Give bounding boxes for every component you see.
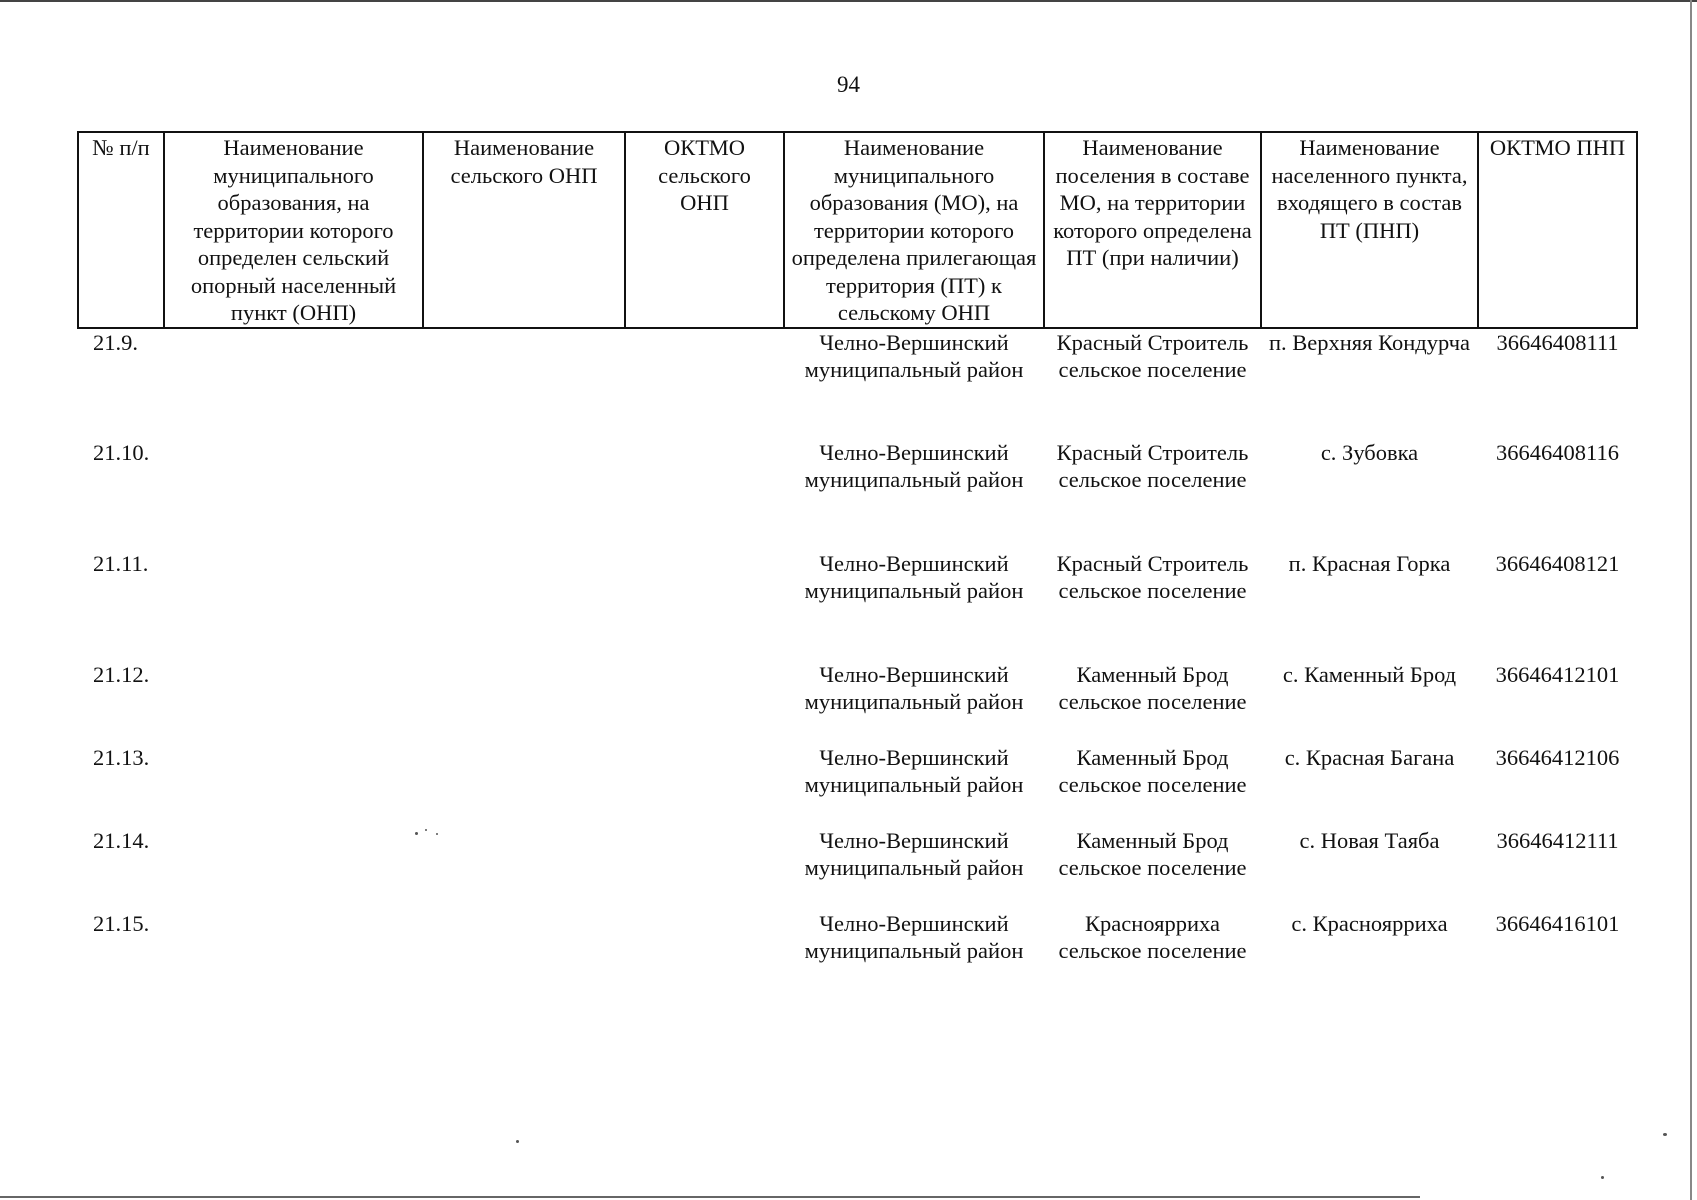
header-row — [78, 132, 1637, 328]
header-cell-oktmo-onp: ОКТМО сельского ОНП — [625, 132, 784, 328]
cell-number: 21.14. — [93, 827, 150, 853]
cell-settlement: Красноярриха сельское поселение — [1058, 910, 1247, 963]
cell-number: 21.13. — [93, 744, 150, 770]
cell-mo: Челно-Вершинский муниципальный район — [804, 910, 1024, 963]
cell-oktmo-onp — [625, 744, 784, 827]
table-row — [78, 661, 1637, 744]
cell-oktmo-onp — [625, 550, 784, 661]
page-number: 94 — [837, 72, 860, 97]
cell-oktmo-pnp: 36646412111 — [1496, 827, 1619, 853]
cell-rural-onp — [423, 550, 625, 661]
cell-municipality — [164, 827, 423, 910]
cell-mo: Челно-Вершинский муниципальный район — [804, 329, 1024, 382]
settlements-table — [77, 131, 1638, 993]
cell-locality: с. Красноярриха — [1291, 910, 1448, 936]
cell-municipality — [164, 661, 423, 744]
cell-rural-onp — [423, 439, 625, 550]
cell-number: 21.9. — [93, 329, 138, 355]
cell-oktmo-onp — [625, 661, 784, 744]
cell-locality: п. Верхняя Кондурча — [1268, 329, 1471, 355]
cell-oktmo-pnp: 36646412101 — [1495, 661, 1620, 687]
cell-municipality — [164, 910, 423, 993]
cell-mo: Челно-Вершинский муниципальный район — [804, 744, 1024, 797]
scan-speck — [436, 833, 438, 835]
cell-oktmo-pnp: 36646412106 — [1495, 744, 1620, 770]
table-row — [78, 328, 1637, 439]
header-cell-locality: Наименование населенного пункта, входящего в состав ПТ (ПНП) — [1261, 132, 1478, 328]
cell-oktmo-onp — [625, 439, 784, 550]
scan-edge-top — [0, 0, 1697, 2]
table-row — [78, 910, 1637, 993]
scan-speck — [425, 829, 427, 831]
cell-locality: с. Каменный Брод — [1282, 661, 1457, 687]
scan-speck — [1601, 1176, 1604, 1179]
cell-locality: с. Новая Таяба — [1299, 827, 1440, 853]
cell-number: 21.11. — [93, 550, 149, 576]
table-row — [78, 827, 1637, 910]
cell-number: 21.15. — [93, 910, 150, 936]
cell-mo: Челно-Вершинский муниципальный район — [804, 550, 1024, 603]
cell-number: 21.10. — [93, 439, 150, 465]
cell-settlement: Красный Строитель сельское поселение — [1056, 439, 1249, 492]
cell-rural-onp — [423, 661, 625, 744]
cell-settlement: Каменный Брод сельское поселение — [1058, 661, 1247, 714]
cell-settlement: Каменный Брод сельское поселение — [1058, 744, 1247, 797]
cell-locality: с. Зубовка — [1320, 439, 1419, 465]
cell-rural-onp — [423, 827, 625, 910]
cell-settlement: Каменный Брод сельское поселение — [1058, 827, 1247, 880]
cell-mo: Челно-Вершинский муниципальный район — [804, 439, 1024, 492]
cell-municipality — [164, 550, 423, 661]
cell-oktmo-onp — [625, 328, 784, 439]
cell-municipality — [164, 744, 423, 827]
cell-settlement: Красный Строитель сельское поселение — [1056, 329, 1249, 382]
scan-speck — [1663, 1133, 1667, 1136]
cell-oktmo-pnp: 36646408121 — [1495, 550, 1620, 576]
table-row — [78, 550, 1637, 661]
cell-rural-onp — [423, 910, 625, 993]
table-body — [78, 328, 1637, 993]
cell-locality: с. Красная Багана — [1284, 744, 1455, 770]
header-cell-oktmo-pnp: ОКТМО ПНП — [1478, 132, 1637, 328]
cell-oktmo-onp — [625, 827, 784, 910]
cell-number: 21.12. — [93, 661, 150, 687]
header-cell-mo: Наименование муниципального образования (МО), на территории которого определена прилегающая территория (ПТ) к сельскому ОНП — [784, 132, 1044, 328]
scan-speck — [516, 1140, 519, 1143]
cell-oktmo-pnp: 36646416101 — [1495, 910, 1620, 936]
cell-mo: Челно-Вершинский муниципальный район — [804, 827, 1024, 880]
cell-oktmo-onp — [625, 910, 784, 993]
table-header — [78, 132, 1637, 328]
table-row — [78, 439, 1637, 550]
cell-oktmo-pnp: 36646408116 — [1496, 439, 1619, 465]
header-cell-settlement: Наименование поселения в составе МО, на территории которого определена ПТ (при наличии) — [1044, 132, 1261, 328]
cell-mo: Челно-Вершинский муниципальный район — [804, 661, 1024, 714]
cell-rural-onp — [423, 744, 625, 827]
scan-edge-right — [1690, 0, 1692, 1200]
cell-locality: п. Красная Горка — [1288, 550, 1451, 576]
header-cell-municipality: Наименование муниципального образования, на территории которого определен сельский опорный населенный пункт (ОНП) — [164, 132, 423, 328]
scan-edge-bottom — [0, 1196, 1420, 1198]
cell-rural-onp — [423, 328, 625, 439]
table-row — [78, 744, 1637, 827]
cell-municipality — [164, 439, 423, 550]
scan-speck — [415, 832, 418, 835]
header-cell-rural-onp: Наименование сельского ОНП — [423, 132, 625, 328]
header-cell-number: № п/п — [78, 132, 164, 328]
cell-oktmo-pnp: 36646408111 — [1496, 329, 1619, 355]
cell-settlement: Красный Строитель сельское поселение — [1056, 550, 1249, 603]
cell-municipality — [164, 328, 423, 439]
